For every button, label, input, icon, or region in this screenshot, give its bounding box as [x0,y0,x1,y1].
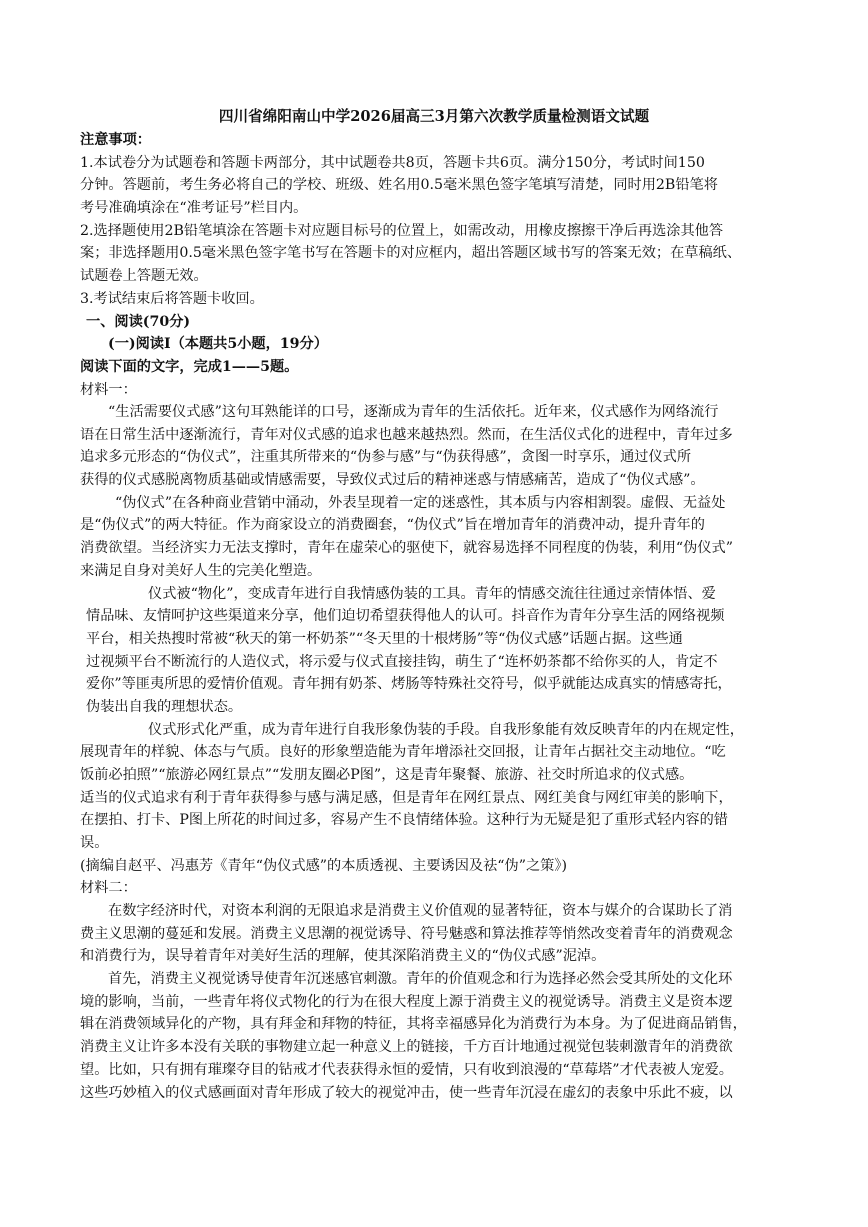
material1-line: 饭前必拍照”“旅游必网红景点”“发朋友圈必P图”，这是青年聚餐、旅游、社交时所追求的仪式感。 [80,767,694,783]
material1-line: 仪式被“物化”，变成青年进行自我情感伪装的工具。青年的情感交流往往通过亲情体悟、爱 [148,585,716,602]
material1-line: 过视频平台不断流行的人造仪式，将示爱与仪式直接挂钩，萌生了“连杯奶茶都不给你买的人，肯定不 [86,653,718,670]
material1-label: 材料一： [80,381,137,398]
notice-line: 试题卷上答题无效。 [80,268,208,285]
material1-line: 适当的仪式追求有利于青年获得参与感与满足感，但是青年在网红景点、网红美食与网红审美的影响下， [80,789,733,806]
material1-line: 在摆拍、打卡、P图上所花的时间过多，容易产生不良情绪体验。这种行为无疑是犯了重形式轻内容的错 [80,812,728,829]
notice-line: 2.选择题使用2B铅笔填涂在答题卡对应题目标号的位置上，如需改动，用橡皮擦擦干净后再选涂其他答 [80,222,724,239]
material1-line: 来满足自身对美好人生的完美化塑造。 [80,562,322,579]
material2-body [80,900,794,1104]
notice-section [80,129,794,401]
notice-line: 案；非选择题用0.5毫米黑色签字笔书写在答题卡的对应框内，超出答题区域书写的答案无效；在草稿纸、 [80,245,742,262]
material1-line: “伪仪式”在各种商业营销中涌动，外表呈现着一定的迷惑性，其本质与内容相割裂。虚假、无益处 [115,494,726,511]
notice-line: 1.本试卷分为试题卷和答题卡两部分，其中试题卷共8页，答题卡共6页。满分150分，考试时间150 [80,154,705,171]
material1-line: 语在日常生活中逐渐流行，青年对仪式感的追求也越来越热烈。然而，在生活仪式化的进程中，青年过多 [80,426,733,443]
notice-line: 3.考试结束后将答题卡收回。 [80,290,264,307]
material2-line: 和消费行为，误导着青年对美好生活的理解，使其深陷消费主义的“伪仪式感”泥淖。 [80,948,606,965]
material2-line: 境的影响，当前，一些青年将仪式物化的行为在很大程度上源于消费主义的视觉诱导。消费主义是资本逻 [80,993,733,1010]
material2-line: 这些巧妙植入的仪式感画面对青年形成了较大的视觉冲击，使一些青年沉浸在虚幻的表象中乐此不疲，以 [80,1084,733,1101]
material1-line: 展现青年的样貌、体态与气质。良好的形象塑造能为青年增添社交回报，让青年占据社交主动地位。“吃 [80,744,726,761]
material1-line: 是“伪仪式”的两大特征。作为商家设立的消费圈套，“伪仪式”旨在增加青年的消费冲动，提升青年的 [80,517,705,534]
notice-line: 考号准确填涂在“准考证号”栏目内。 [80,200,308,217]
material1-line: 误。 [80,835,109,852]
source-citation: (摘编自赵平、冯惠芳《青年“伪仪式感”的本质透视、主要诱因及祛“伪”之策》) [80,857,567,874]
material2-line: 在数字经济时代，对资本利润的无限追求是消费主义价值观的显著特征，资本与媒介的合谋助长了消 [108,903,733,919]
material1-line: 平台，相关热搜时常被“秋天的第一杯奶茶”“冬天里的十根烤肠”等“伪仪式感”话题占据。这些通 [86,630,683,647]
material2-line: 消费主义让许多本没有关联的事物建立起一种意义上的链接，千方百计地通过视觉包装刺激青年的消费欲 [80,1039,733,1056]
material1-line: “生活需要仪式感”这句耳熟能详的口号，逐渐成为青年的生活依托。近年来，仪式感作为网络流行 [108,404,719,420]
notice-line: 分钟。答题前，考生务必将自己的学校、班级、姓名用0.5毫米黑色签字笔填写清楚，同时用2B铅笔将 [80,177,718,194]
material1-line: 消费欲望。当经济实力无法支撑时，青年在虚荣心的驱使下，就容易选择不同程度的伪装，利用“伪仪式” [80,540,733,557]
material1-line: 爱你”等匪夷所思的爱情价值观。青年拥有奶茶、烤肠等特殊社交符号，似乎就能达成真实的情感寄托， [86,676,732,693]
material1-line: 伪装出自我的理想状态。 [86,698,243,715]
instruction: 阅读下面的文字，完成1——5题。 [80,358,299,375]
material2-line: 首先，消费主义视觉诱导使青年沉迷感官刺激。青年的价值观念和行为选择必然会受其所处的文化环 [108,971,733,988]
section-heading: 一、阅读(70分) [86,313,191,330]
material2-line: 费主义思潮的蔓延和发展。消费主义思潮的视觉诱导、符号魅惑和算法推荐等悄然改变着青年的消费观念 [80,925,733,942]
material2-line: 望。比如，只有拥有璀璨夺目的钻戒才代表获得永恒的爱情，只有收到浪漫的“草莓塔”才代表被人宠爱。 [80,1061,733,1078]
notice-heading: 注意事项： [80,132,151,148]
material1-line: 追求多元形态的“伪仪式”，注重其所带来的“伪参与感”与“伪获得感”，贪图一时享乐，通过仪式所 [80,449,692,466]
material2-label: 材料二： [80,880,137,897]
material1-line: 情品味、友情呵护这些渠道来分享，他们迫切希望获得他人的认可。抖音作为青年分享生活的网络视频 [86,608,725,625]
material1-line: 仪式形式化严重，成为青年进行自我形象伪装的手段。自我形象能有效反映青年的内在规定性， [148,721,744,738]
exam-title: 四川省绵阳南山中学2026届高三3月第六次教学质量检测语文试题 [218,108,650,125]
material2-line: 辑在消费领域异化的产物，具有拜金和拜物的特征，其将幸福感异化为消费行为本身。为了促进商品销售， [80,1016,747,1033]
material1-line: 获得的仪式感脱离物质基础或情感需要，导致仪式过后的精神迷惑与情感痛苦，造成了“伪仪式感”。 [80,472,705,489]
material1-body [80,401,794,900]
subsection-heading: (一)阅读Ⅰ（本题共5小题，19分） [108,336,328,353]
